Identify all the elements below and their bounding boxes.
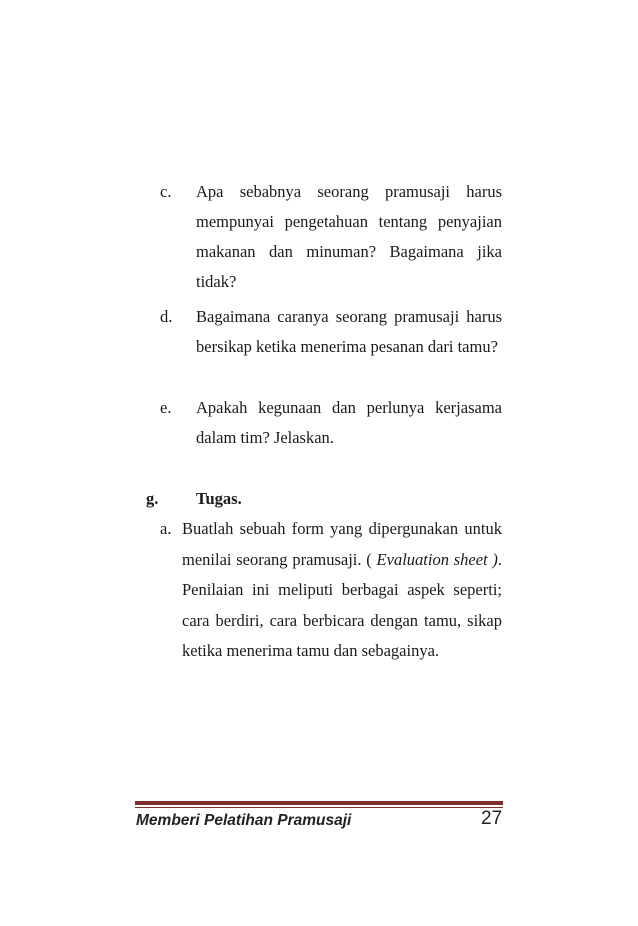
page-number: 27: [481, 808, 503, 829]
footer-rule-thick: [135, 801, 503, 805]
question-marker: d.: [160, 307, 173, 326]
question-text: Apa sebabnya seorang pramusaji harus mempunyai pengetahuan tentang penyajian makanan dan minuman? Bagaimana jika tidak?: [196, 182, 502, 291]
section-title: Tugas.: [196, 489, 242, 508]
task-text: [182, 514, 502, 667]
task-text-after: . Penilaian ini meliputi berbagai aspek seperti; cara berdiri, cara berbicara dengan tamu, sikap ketika menerima tamu dan sebagainya.: [182, 549, 502, 660]
task-marker: a.: [160, 519, 172, 538]
question-text: Bagaimana caranya seorang pramusaji harus bersikap ketika menerima pesanan dari tamu?: [196, 307, 502, 356]
task-text-italic: Evaluation sheet ): [376, 549, 498, 569]
task-text-before: Buatlah sebuah form yang dipergunakan untuk menilai seorang pramusaji. (: [182, 519, 502, 569]
footer-rule-thin: [135, 807, 503, 808]
question-marker: c.: [160, 182, 172, 201]
question-marker: e.: [160, 398, 172, 417]
section-marker: g.: [146, 489, 159, 508]
footer-title: Memberi Pelatihan Pramusaji: [136, 812, 352, 829]
question-text: Apakah kegunaan dan perlunya kerjasama dalam tim? Jelaskan.: [196, 398, 502, 447]
